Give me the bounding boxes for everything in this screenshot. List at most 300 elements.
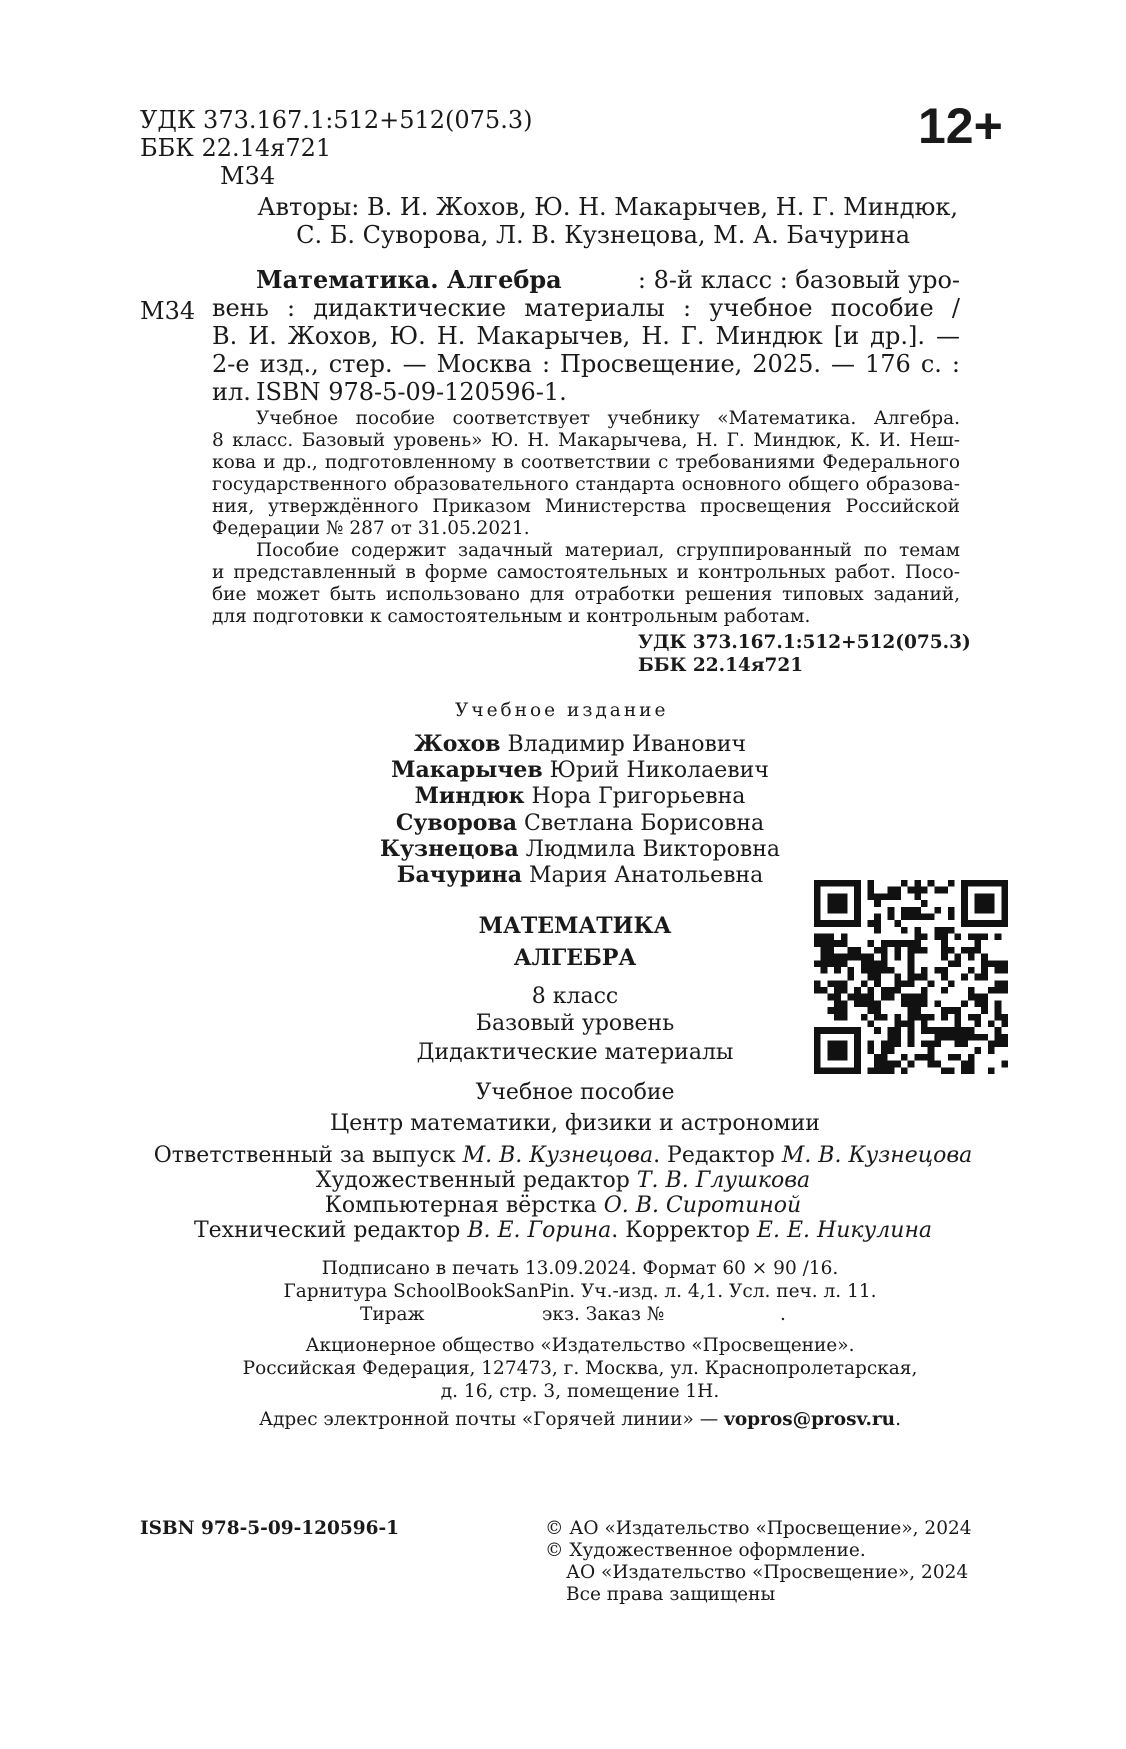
qr-module xyxy=(1001,913,1008,920)
annotation-1-line: Учебное пособие соответствует учебнику «Математика. Алгебра. xyxy=(256,408,960,429)
qr-module xyxy=(874,947,881,954)
email-label: Адрес электронной почты «Горячей линии» — xyxy=(259,1409,719,1430)
annotation-2-line: Пособие содержит задачный материал, сгруппированный по темам xyxy=(256,540,960,561)
qr-module xyxy=(814,940,821,947)
qr-module xyxy=(1001,887,1008,894)
udk-bottom: УДК 373.167.1:512+512(075.3) xyxy=(638,632,971,653)
qr-module xyxy=(854,1067,861,1074)
qr-module xyxy=(901,1067,908,1074)
qr-module xyxy=(914,994,921,1001)
qr-module xyxy=(881,994,888,1001)
author-surname: Миндюк xyxy=(414,783,525,809)
author-given-name: Юрий Николаевич xyxy=(549,758,769,783)
biblio-line-1-rest: : 8-й класс : базовый уро- xyxy=(637,266,960,294)
print-font: Гарнитура SchoolBookSanPin. Уч.-изд. л. 4,1. Усл. печ. л. 11. xyxy=(283,1281,877,1302)
udk-code: УДК 373.167.1:512+512(075.3) xyxy=(140,106,533,134)
qr-module xyxy=(854,1061,861,1068)
qr-module xyxy=(814,907,821,914)
center-name: Центр математики, физики и астрономии xyxy=(330,1111,820,1136)
qr-module xyxy=(874,1061,881,1068)
qr-module xyxy=(988,920,995,927)
qr-module xyxy=(968,1034,975,1041)
print-order-end: . xyxy=(780,1304,786,1325)
tech-editor-name: В. Е. Горина xyxy=(467,1218,612,1243)
book-title-2: АЛГЕБРА xyxy=(513,945,637,971)
qr-module xyxy=(921,967,928,974)
qr-module xyxy=(934,1061,941,1068)
qr-module xyxy=(894,1034,901,1041)
author-surname: Макарычев xyxy=(391,757,543,783)
qr-module xyxy=(834,1000,841,1007)
resp-label: Ответственный за выпуск xyxy=(153,1143,456,1168)
email-end: . xyxy=(895,1409,901,1430)
qr-module xyxy=(941,887,948,894)
qr-module xyxy=(921,1041,928,1048)
author-given-name: Мария Анатольевна xyxy=(529,863,764,888)
author-surname: Кузнецова xyxy=(379,836,519,862)
qr-module xyxy=(827,1067,834,1074)
publisher-line: Акционерное общество «Издательство «Просвещение». xyxy=(305,1335,855,1356)
qr-module xyxy=(841,893,848,900)
qr-module xyxy=(961,974,968,981)
qr-module xyxy=(881,987,888,994)
qr-module xyxy=(975,947,982,954)
art-editor-name: Т. В. Глушкова xyxy=(636,1168,811,1193)
qr-module xyxy=(934,967,941,974)
qr-module xyxy=(975,1000,982,1007)
biblio-isbn: ISBN 978-5-09-120596-1. xyxy=(256,378,567,406)
qr-module xyxy=(881,940,888,947)
qr-module xyxy=(901,1000,908,1007)
qr-module xyxy=(941,974,948,981)
biblio-title: Математика. Алгебра xyxy=(256,265,562,294)
qr-module xyxy=(908,1061,915,1068)
qr-module xyxy=(988,987,995,994)
qr-module xyxy=(874,974,881,981)
qr-module xyxy=(874,1014,881,1021)
qr-module xyxy=(841,1007,848,1014)
qr-module xyxy=(888,1041,895,1048)
qr-module xyxy=(894,1020,901,1027)
qr-module xyxy=(821,947,828,954)
qr-module xyxy=(834,994,841,1001)
copyright-line: © Художественное оформление. xyxy=(545,1540,866,1561)
biblio-line-1 xyxy=(256,266,960,294)
qr-module xyxy=(841,960,848,967)
qr-module xyxy=(814,1061,821,1068)
qr-module xyxy=(914,1054,921,1061)
qr-module xyxy=(968,1014,975,1021)
qr-module xyxy=(814,880,821,887)
qr-module xyxy=(954,954,961,961)
qr-module xyxy=(981,1034,988,1041)
qr-module xyxy=(814,913,821,920)
qr-module xyxy=(1001,1034,1008,1041)
qr-module xyxy=(975,920,982,927)
qr-module xyxy=(995,934,1002,941)
qr-module xyxy=(821,1067,828,1074)
qr-module xyxy=(1001,1041,1008,1048)
qr-module xyxy=(854,987,861,994)
qr-module xyxy=(861,1014,868,1021)
qr-module xyxy=(854,913,861,920)
qr-module xyxy=(981,994,988,1001)
qr-module xyxy=(841,907,848,914)
qr-module xyxy=(1001,960,1008,967)
qr-module xyxy=(841,900,848,907)
qr-module xyxy=(841,940,848,947)
qr-module xyxy=(827,1007,834,1014)
qr-module xyxy=(988,893,995,900)
qr-module xyxy=(934,1027,941,1034)
qr-module xyxy=(914,927,921,934)
qr-module xyxy=(981,934,988,941)
qr-module xyxy=(847,920,854,927)
qr-module xyxy=(914,1014,921,1021)
qr-module xyxy=(868,920,875,927)
editor-label: . Редактор xyxy=(653,1143,775,1168)
publisher-line: Российская Федерация, 127473, г. Москва, ул. Краснопролетарская, xyxy=(242,1358,918,1379)
qr-module xyxy=(928,1054,935,1061)
qr-module xyxy=(968,1054,975,1061)
qr-module xyxy=(814,1027,821,1034)
qr-module xyxy=(834,920,841,927)
qr-module xyxy=(961,893,968,900)
qr-module xyxy=(868,1000,875,1007)
qr-module xyxy=(908,947,915,954)
qr-module xyxy=(861,980,868,987)
qr-module xyxy=(954,1020,961,1027)
qr-module xyxy=(1001,907,1008,914)
qr-module xyxy=(874,893,881,900)
qr-module xyxy=(995,1034,1002,1041)
qr-module xyxy=(968,954,975,961)
qr-module xyxy=(827,893,834,900)
qr-module xyxy=(874,913,881,920)
qr-module xyxy=(968,920,975,927)
author-name-row xyxy=(300,731,860,758)
authors-line-2: С. Б. Суворова, Л. В. Кузнецова, М. А. Бачурина xyxy=(296,221,910,249)
qr-module xyxy=(1001,987,1008,994)
qr-module xyxy=(814,900,821,907)
qr-module xyxy=(941,927,948,934)
qr-module xyxy=(908,1027,915,1034)
qr-module xyxy=(868,960,875,967)
print-signed: Подписано в печать 13.09.2024. Формат 60 × 90 /16. xyxy=(321,1258,839,1279)
qr-module xyxy=(975,940,982,947)
qr-module xyxy=(975,900,982,907)
qr-module xyxy=(914,880,921,887)
qr-module xyxy=(901,980,908,987)
qr-module xyxy=(961,913,968,920)
qr-module xyxy=(841,880,848,887)
qr-module xyxy=(854,900,861,907)
qr-module xyxy=(988,880,995,887)
qr-module xyxy=(975,994,982,1001)
qr-module xyxy=(888,887,895,894)
corrector-label: . Корректор xyxy=(611,1218,750,1243)
bbk-bottom: ББК 22.14я721 xyxy=(638,655,804,676)
qr-module xyxy=(901,907,908,914)
qr-module xyxy=(928,1014,935,1021)
qr-module xyxy=(921,1020,928,1027)
qr-module xyxy=(928,1041,935,1048)
qr-module xyxy=(821,954,828,961)
qr-module xyxy=(968,934,975,941)
qr-module xyxy=(874,1027,881,1034)
qr-module xyxy=(914,947,921,954)
qr-module xyxy=(814,1054,821,1061)
qr-module xyxy=(841,1067,848,1074)
qr-module xyxy=(827,900,834,907)
qr-module xyxy=(894,987,901,994)
qr-module xyxy=(881,960,888,967)
qr-module xyxy=(881,1067,888,1074)
qr-module xyxy=(961,907,968,914)
qr-module xyxy=(928,1047,935,1054)
qr-module xyxy=(821,880,828,887)
qr-module xyxy=(954,1034,961,1041)
qr-module xyxy=(995,980,1002,987)
qr-module xyxy=(921,887,928,894)
edition-type: Учебное издание xyxy=(455,700,669,721)
qr-module xyxy=(995,1000,1002,1007)
qr-module xyxy=(908,1007,915,1014)
layout-label: Компьютерная вёрстка xyxy=(324,1193,597,1218)
qr-module xyxy=(854,1027,861,1034)
qr-module xyxy=(948,927,955,934)
qr-module xyxy=(988,960,995,967)
qr-module xyxy=(941,1007,948,1014)
qr-module xyxy=(827,947,834,954)
qr-module xyxy=(894,1027,901,1034)
publisher-line: д. 16, стр. 3, помещение 1Н. xyxy=(440,1381,720,1402)
author-name-row xyxy=(300,836,860,863)
qr-module xyxy=(968,1027,975,1034)
qr-module xyxy=(995,1027,1002,1034)
qr-module xyxy=(821,934,828,941)
qr-module xyxy=(874,920,881,927)
qr-module xyxy=(888,994,895,1001)
credits-line-1 xyxy=(100,1142,1026,1169)
qr-module xyxy=(814,893,821,900)
annotation-2-line: и представленный в форме самостоятельных и контрольных работ. Посо- xyxy=(212,562,960,583)
qr-module xyxy=(834,880,841,887)
qr-module xyxy=(908,967,915,974)
qr-module xyxy=(995,1041,1002,1048)
qr-module xyxy=(914,974,921,981)
author-name-row xyxy=(300,757,860,784)
qr-module xyxy=(874,1054,881,1061)
qr-module xyxy=(894,1041,901,1048)
qr-module xyxy=(934,887,941,894)
qr-module xyxy=(981,1007,988,1014)
qr-module xyxy=(968,1067,975,1074)
qr-module xyxy=(908,954,915,961)
qr-module xyxy=(914,887,921,894)
qr-module xyxy=(881,893,888,900)
isbn-bottom: ISBN 978-5-09-120596-1 xyxy=(140,1518,400,1539)
qr-module xyxy=(874,927,881,934)
qr-module xyxy=(821,967,828,974)
qr-module xyxy=(948,960,955,967)
qr-module xyxy=(814,1047,821,1054)
biblio-side-code: М34 xyxy=(140,297,196,325)
qr-module xyxy=(888,1034,895,1041)
qr-module xyxy=(968,1061,975,1068)
qr-module xyxy=(1001,900,1008,907)
qr-module xyxy=(821,987,828,994)
qr-module xyxy=(934,1000,941,1007)
qr-module xyxy=(941,934,948,941)
age-rating: 12+ xyxy=(918,98,1003,154)
qr-module xyxy=(854,1047,861,1054)
qr-module xyxy=(894,893,901,900)
qr-module xyxy=(881,967,888,974)
qr-module xyxy=(834,954,841,961)
layout-name: О. В. Сиротиной xyxy=(603,1193,802,1218)
qr-module xyxy=(914,940,921,947)
qr-module xyxy=(888,987,895,994)
book-kind: Учебное пособие xyxy=(475,1080,675,1105)
qr-module xyxy=(868,954,875,961)
qr-module xyxy=(888,1047,895,1054)
qr-module xyxy=(1001,880,1008,887)
qr-module xyxy=(874,900,881,907)
qr-module xyxy=(934,1041,941,1048)
qr-module xyxy=(827,920,834,927)
annotation-1-line: 8 класс. Базовый уровень» Ю. Н. Макарычева, Н. Г. Миндюк, К. И. Неш- xyxy=(212,430,960,451)
qr-module xyxy=(961,1067,968,1074)
qr-module xyxy=(868,994,875,1001)
qr-module xyxy=(881,1047,888,1054)
qr-module xyxy=(941,940,948,947)
qr-module xyxy=(814,1041,821,1048)
qr-module xyxy=(975,934,982,941)
email-address[interactable]: vopros@prosv.ru xyxy=(724,1409,896,1430)
qr-module xyxy=(888,913,895,920)
qr-module xyxy=(868,1020,875,1027)
qr-module xyxy=(941,967,948,974)
qr-module xyxy=(834,967,841,974)
print-run-label: Тираж xyxy=(360,1304,425,1325)
qr-module xyxy=(821,960,828,967)
qr-module xyxy=(874,980,881,987)
qr-module xyxy=(827,980,834,987)
qr-module xyxy=(975,974,982,981)
qr-module xyxy=(901,1020,908,1027)
qr-module xyxy=(847,967,854,974)
qr-module xyxy=(921,947,928,954)
qr-module xyxy=(975,1047,982,1054)
credits-line-2 xyxy=(100,1167,1026,1194)
qr-module xyxy=(894,1014,901,1021)
qr-module xyxy=(968,880,975,887)
qr-module xyxy=(941,947,948,954)
qr-module xyxy=(847,880,854,887)
qr-module xyxy=(834,1041,841,1048)
qr-module xyxy=(847,974,854,981)
qr-module xyxy=(874,1067,881,1074)
qr-module xyxy=(975,1020,982,1027)
qr-module xyxy=(948,880,955,887)
qr-module xyxy=(888,967,895,974)
qr-module xyxy=(881,1061,888,1068)
qr-module xyxy=(888,907,895,914)
qr-module xyxy=(914,913,921,920)
qr-module xyxy=(948,1067,955,1074)
qr-module xyxy=(901,940,908,947)
qr-module xyxy=(968,947,975,954)
qr-code xyxy=(814,880,1008,1074)
qr-module xyxy=(841,980,848,987)
qr-module xyxy=(827,954,834,961)
qr-module xyxy=(954,1007,961,1014)
corrector-name: Е. Е. Никулина xyxy=(756,1218,933,1243)
qr-module xyxy=(854,893,861,900)
credits-line-4 xyxy=(100,1217,1026,1244)
qr-module xyxy=(981,974,988,981)
qr-module xyxy=(814,987,821,994)
qr-module xyxy=(841,920,848,927)
qr-module xyxy=(1001,1061,1008,1068)
qr-module xyxy=(827,880,834,887)
copyright-line: © АО «Издательство «Просвещение», 2024 xyxy=(545,1518,972,1539)
qr-module xyxy=(981,954,988,961)
qr-module xyxy=(894,920,901,927)
qr-module xyxy=(921,1027,928,1034)
qr-module xyxy=(894,1061,901,1068)
qr-module xyxy=(888,1061,895,1068)
qr-module xyxy=(861,954,868,961)
qr-module xyxy=(908,940,915,947)
qr-module xyxy=(854,907,861,914)
qr-module xyxy=(827,960,834,967)
qr-module xyxy=(861,960,868,967)
qr-module xyxy=(981,960,988,967)
qr-module xyxy=(827,940,834,947)
qr-module xyxy=(995,920,1002,927)
qr-module xyxy=(941,954,948,961)
qr-module xyxy=(908,974,915,981)
qr-module xyxy=(975,1034,982,1041)
qr-module xyxy=(834,960,841,967)
credits-line-3 xyxy=(100,1192,1026,1219)
qr-module xyxy=(868,967,875,974)
qr-module xyxy=(834,1014,841,1021)
qr-module xyxy=(988,1041,995,1048)
qr-module xyxy=(888,940,895,947)
qr-module xyxy=(894,887,901,894)
qr-module xyxy=(921,987,928,994)
qr-module xyxy=(861,967,868,974)
qr-module xyxy=(868,1067,875,1074)
qr-module xyxy=(868,880,875,887)
annotation-1-line: государственного образовательного стандарта основного общего образова- xyxy=(212,474,960,495)
copyright-line: АО «Издательство «Просвещение», 2024 xyxy=(566,1562,969,1583)
qr-module xyxy=(961,1027,968,1034)
qr-module xyxy=(874,1007,881,1014)
qr-module xyxy=(827,934,834,941)
qr-module xyxy=(988,907,995,914)
qr-module xyxy=(908,907,915,914)
level: Базовый уровень xyxy=(475,1011,675,1036)
qr-module xyxy=(868,1047,875,1054)
qr-module xyxy=(847,954,854,961)
qr-module xyxy=(854,1000,861,1007)
qr-module xyxy=(1001,893,1008,900)
qr-module xyxy=(928,1027,935,1034)
